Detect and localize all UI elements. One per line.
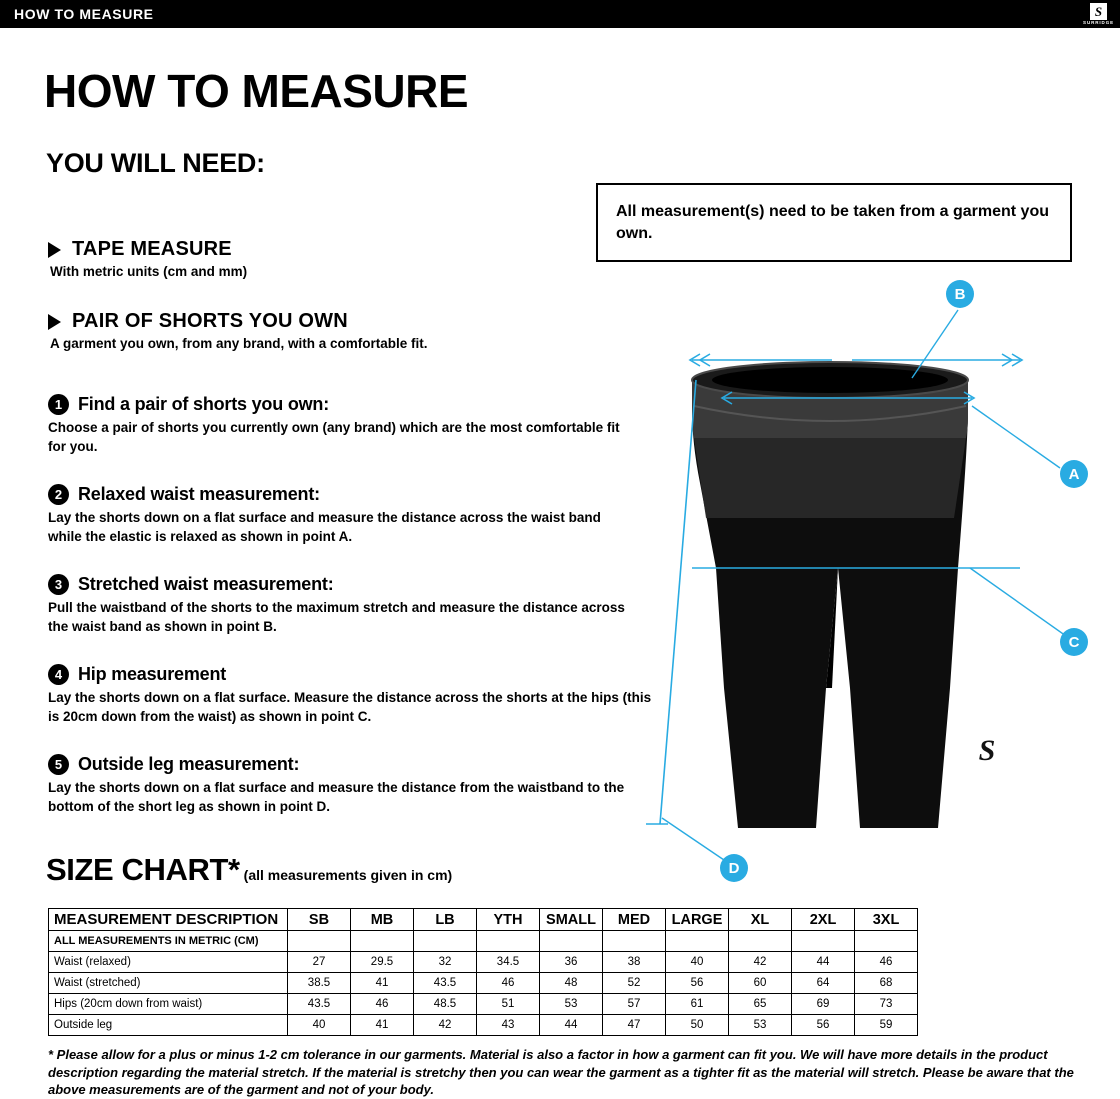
cell: 38.5 (288, 973, 351, 994)
step-body: Lay the shorts down on a flat surface and measure the distance across the waist band while the elastic is relaxed as shown in point A. (48, 510, 601, 544)
step-title: Hip measurement (78, 664, 227, 684)
callout-c: C (1060, 628, 1088, 656)
tolerance-footnote: * Please allow for a plus or minus 1-2 cm tolerance in our garments. Material is also a factor in how a garment can fit you. We will have more details in the product description regarding the material stretch. If the material is stretchy then you can wear the garment as a tighter fit as the material will stretch. Please be aware that the above measurements are of the garment and not of your body. (48, 1047, 1074, 1098)
row-label: Waist (stretched) (49, 973, 288, 994)
table-row (49, 994, 918, 1015)
triangle-bullet-icon (48, 242, 61, 258)
cell: 46 (855, 952, 918, 973)
callout-a: A (1060, 460, 1088, 488)
you-will-need-heading: YOU WILL NEED: (46, 148, 265, 178)
row-label: Waist (relaxed) (49, 952, 288, 973)
cell: 40 (666, 952, 729, 973)
cell: 42 (414, 1015, 477, 1036)
cell: 73 (855, 994, 918, 1015)
step-body: Choose a pair of shorts you currently own (any brand) which are the most comfortable fit for you. (48, 420, 620, 454)
callout-b: B (946, 280, 974, 308)
cell: 42 (729, 952, 792, 973)
row-label: Hips (20cm down from waist) (49, 994, 288, 1015)
cell: 46 (351, 994, 414, 1015)
need-item-title: PAIR OF SHORTS YOU OWN (72, 310, 348, 332)
size-chart-title: SIZE CHART* (46, 852, 240, 887)
cell: 51 (477, 994, 540, 1015)
cell: 60 (729, 973, 792, 994)
column-header: XL (729, 909, 792, 931)
step-3 (48, 574, 628, 636)
outside-leg-line (646, 380, 696, 824)
column-header: MEASUREMENT DESCRIPTION (49, 909, 288, 931)
step-5 (48, 754, 628, 816)
cell: 41 (351, 1015, 414, 1036)
cell: 68 (855, 973, 918, 994)
row-label: Outside leg (49, 1015, 288, 1036)
need-item-shorts (48, 310, 428, 351)
cell: 40 (288, 1015, 351, 1036)
top-bar-title: HOW TO MEASURE (14, 6, 154, 22)
step-number-badge: 1 (48, 394, 69, 415)
garment-brand-logo (958, 730, 1016, 784)
shorts-graphic (692, 362, 968, 828)
column-header: LB (414, 909, 477, 931)
cell: 47 (603, 1015, 666, 1036)
table-row (49, 973, 918, 994)
page-body (0, 28, 1120, 1098)
step-body: Lay the shorts down on a flat surface and measure the distance from the waistband to the bottom of the short leg as shown in point D. (48, 780, 625, 814)
step-title: Outside leg measurement: (78, 754, 300, 774)
cell: 43.5 (414, 973, 477, 994)
column-header: YTH (477, 909, 540, 931)
cell: 36 (540, 952, 603, 973)
column-header: LARGE (666, 909, 729, 931)
cell: 43 (477, 1015, 540, 1036)
step-1 (48, 394, 638, 456)
brand-logo (1083, 3, 1114, 26)
cell: 69 (792, 994, 855, 1015)
table-row (49, 952, 918, 973)
cell: 38 (603, 952, 666, 973)
svg-text:S: S (978, 734, 996, 767)
need-item-tape-measure (48, 238, 247, 279)
column-header: MB (351, 909, 414, 931)
svg-text:SURRIDGE: SURRIDGE (957, 775, 1017, 784)
step-title: Relaxed waist measurement: (78, 484, 320, 504)
shorts-measurement-illustration (620, 268, 1100, 888)
cell: 32 (414, 952, 477, 973)
size-chart-note: (all measurements given in cm) (243, 867, 453, 883)
cell: 43.5 (288, 994, 351, 1015)
column-header: SB (288, 909, 351, 931)
step-number-badge: 4 (48, 664, 69, 685)
step-body: Pull the waistband of the shorts to the maximum stretch and measure the distance across the waist band as shown in point B. (48, 600, 625, 634)
table-row (49, 931, 918, 952)
column-header: SMALL (540, 909, 603, 931)
cell: 56 (792, 1015, 855, 1036)
column-header: 3XL (855, 909, 918, 931)
step-title: Find a pair of shorts you own: (78, 394, 330, 414)
cell: 50 (666, 1015, 729, 1036)
top-bar (0, 0, 1120, 28)
need-item-title: TAPE MEASURE (72, 238, 232, 260)
table-row (49, 1015, 918, 1036)
triangle-bullet-icon (48, 314, 61, 330)
need-item-sub: A garment you own, from any brand, with a comfortable fit. (50, 336, 428, 351)
cell: 41 (351, 973, 414, 994)
column-header: 2XL (792, 909, 855, 931)
cell: 48.5 (414, 994, 477, 1015)
step-number-badge: 5 (48, 754, 69, 775)
shorts-diagram-svg (620, 268, 1100, 888)
cell: 46 (477, 973, 540, 994)
cell: 53 (729, 1015, 792, 1036)
step-4 (48, 664, 658, 726)
cell: 44 (792, 952, 855, 973)
cell: 59 (855, 1015, 918, 1036)
page-title: HOW TO MEASURE (44, 65, 469, 117)
cell: 29.5 (351, 952, 414, 973)
size-chart-heading (46, 852, 452, 888)
cell: 53 (540, 994, 603, 1015)
brand-mark: S (1090, 3, 1107, 20)
cell: 56 (666, 973, 729, 994)
cell: 44 (540, 1015, 603, 1036)
cell: 57 (603, 994, 666, 1015)
step-2 (48, 484, 638, 546)
step-number-badge: 3 (48, 574, 69, 595)
cell: 34.5 (477, 952, 540, 973)
cell: 65 (729, 994, 792, 1015)
cell: 48 (540, 973, 603, 994)
step-title: Stretched waist measurement: (78, 574, 334, 594)
column-header: MED (603, 909, 666, 931)
cell: 61 (666, 994, 729, 1015)
table-header-row (49, 909, 918, 931)
step-body: Lay the shorts down on a flat surface. Measure the distance across the shorts at the hips (this is 20cm down from the waist) as shown in point C. (48, 690, 652, 724)
measurement-note-box: All measurement(s) need to be taken from a garment you own. (596, 183, 1072, 262)
step-number-badge: 2 (48, 484, 69, 505)
size-chart-table (48, 908, 918, 1036)
callout-d: D (720, 854, 748, 882)
cell: 27 (288, 952, 351, 973)
metric-note: ALL MEASUREMENTS IN METRIC (CM) (49, 931, 288, 952)
cell: 52 (603, 973, 666, 994)
cell: 64 (792, 973, 855, 994)
need-item-sub: With metric units (cm and mm) (50, 264, 248, 279)
brand-wordmark: SURRIDGE (1083, 20, 1114, 25)
